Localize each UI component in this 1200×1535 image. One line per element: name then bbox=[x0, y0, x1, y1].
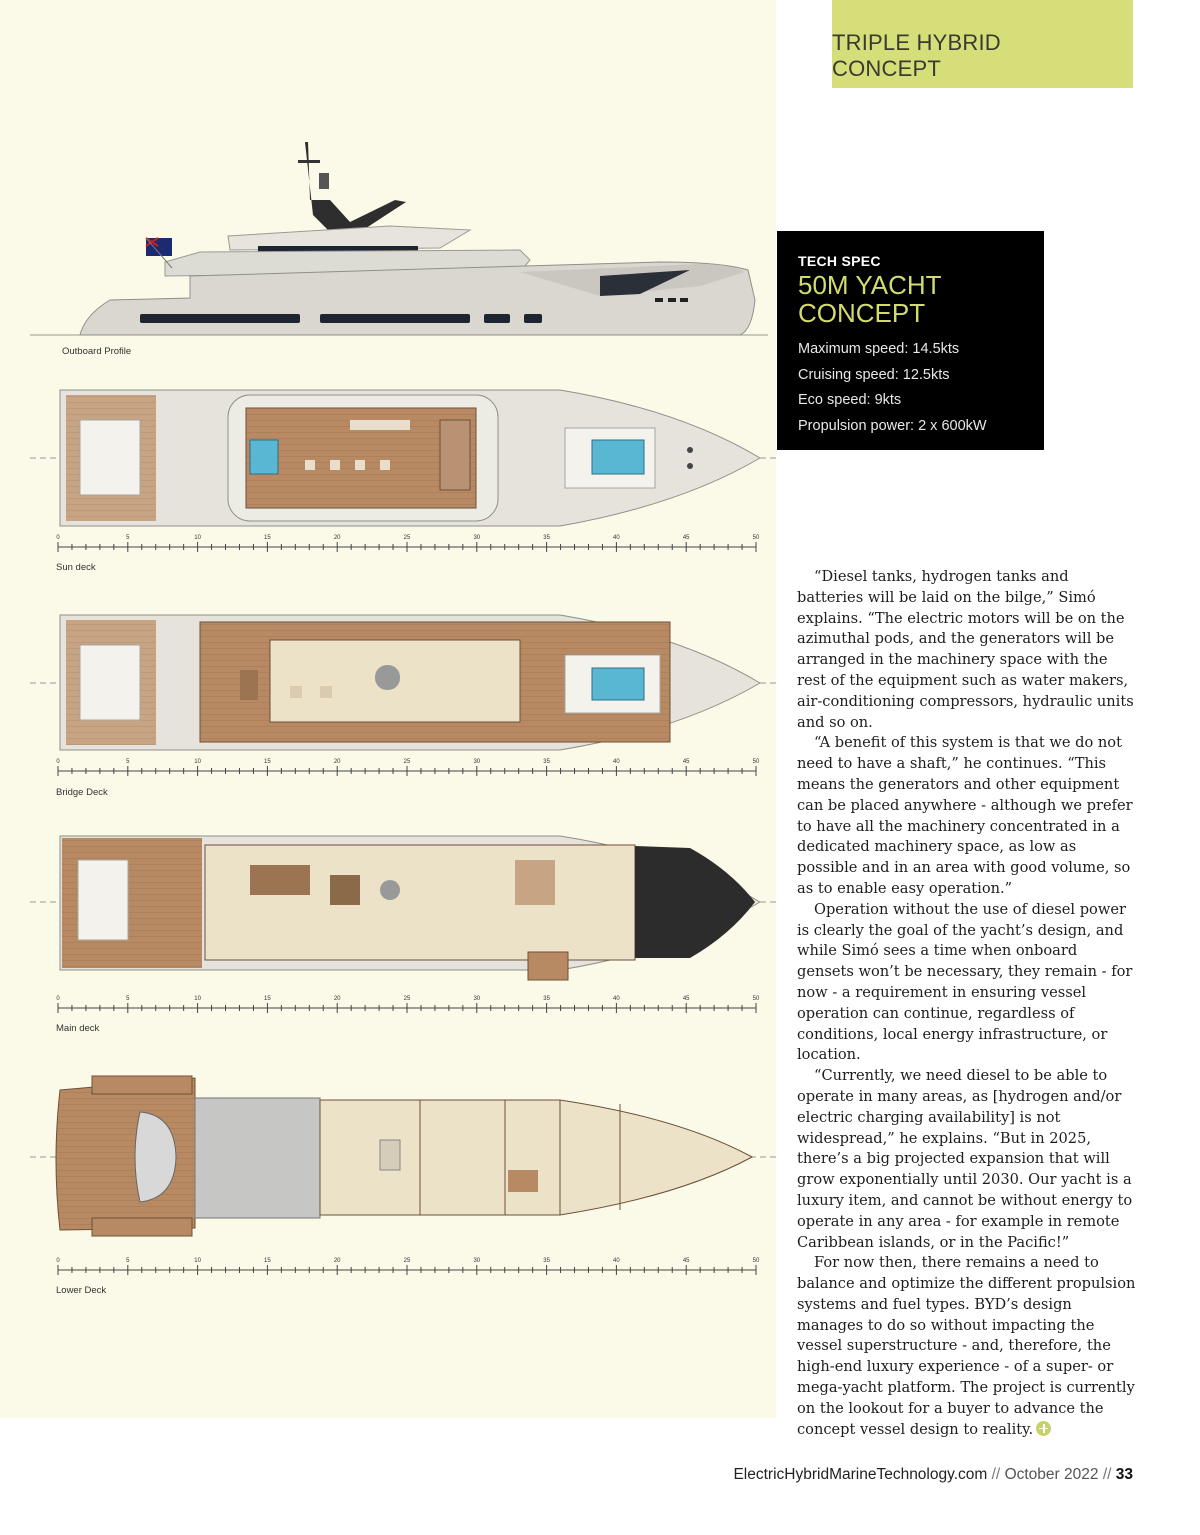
scale-tick-label: 25 bbox=[403, 996, 411, 1002]
scale-tick-label: 15 bbox=[264, 759, 271, 765]
tech-spec-title-line: CONCEPT bbox=[798, 298, 926, 328]
bridge-deck-label: Bridge Deck bbox=[56, 787, 108, 798]
page-number: 33 bbox=[1115, 1466, 1133, 1483]
tech-spec-box bbox=[777, 231, 1044, 450]
scale-tick-label: 20 bbox=[333, 1258, 341, 1264]
scale-tick-label: 10 bbox=[194, 535, 201, 541]
scale-tick-label: 35 bbox=[543, 996, 550, 1002]
scale-tick-label: 0 bbox=[56, 1258, 60, 1264]
scale-tick-label: 25 bbox=[403, 535, 411, 541]
spec-cruising-speed: Cruising speed: 12.5kts bbox=[798, 366, 950, 383]
scale-tick-label: 50 bbox=[752, 535, 760, 541]
scale-tick-label: 45 bbox=[682, 996, 690, 1002]
article-paragraph: “Diesel tanks, hydrogen tanks and batteries will be laid on the bilge,” Simó explains. “The electric motors will be on the azimuthal pods, and the generators will be arranged in the machinery space with the rest of the equipment such as water makers, air-conditioning compressors, hydraulic units and so on. bbox=[797, 568, 1134, 731]
main-deck-scale bbox=[56, 1008, 756, 1034]
footer-date: October 2022 bbox=[1004, 1466, 1099, 1483]
spec-eco-speed: Eco speed: 9kts bbox=[798, 392, 902, 408]
scale-tick-label: 50 bbox=[752, 1258, 760, 1264]
scale-tick-label: 45 bbox=[682, 759, 690, 765]
sun-deck-plan bbox=[30, 390, 776, 526]
scale-tick-label: 15 bbox=[264, 996, 271, 1002]
scale-tick-label: 40 bbox=[613, 996, 620, 1002]
sun-deck-scale bbox=[56, 547, 756, 573]
bridge-deck-scale bbox=[56, 771, 756, 798]
article-paragraph: Operation without the use of diesel power is clearly the goal of the yacht’s design, and while Simó sees a time when onboard gensets won’t be necessary, they remain - for now - a requirement in ensuring vessel operation can continue, regardless of conditions, local energy infrastructure, or location. bbox=[797, 900, 1133, 1064]
scale-tick-label: 15 bbox=[264, 535, 271, 541]
scale-tick-label: 35 bbox=[543, 1258, 550, 1264]
scale-tick-label: 25 bbox=[403, 1258, 411, 1264]
scale-tick-label: 40 bbox=[613, 535, 620, 541]
spec-max-speed: Maximum speed: 14.5kts bbox=[798, 341, 960, 357]
spec-propulsion-power: Propulsion power: 2 x 600kW bbox=[798, 417, 987, 434]
tech-spec-eyebrow: TECH SPEC bbox=[798, 253, 881, 269]
scale-tick-label: 50 bbox=[752, 759, 760, 765]
scale-tick-label: 40 bbox=[613, 1258, 620, 1264]
scale-tick-label: 0 bbox=[56, 996, 60, 1002]
article-paragraph: “A benefit of this system is that we do not need to have a shaft,” he continues. “This means the generators and other equipment can be placed anywhere - although we prefer to have all the machinery concentrated in a dedicated machinery space, as low as possible and in an area with good volume, so as to enable easy operation.” bbox=[797, 734, 1133, 897]
article-paragraph-last bbox=[797, 1253, 1137, 1440]
scale-tick-label: 45 bbox=[682, 1258, 690, 1264]
article-paragraph-text: For now then, there remains a need to balance and optimize the different propulsion systems and fuel types. BYD’s design manages to do so without impacting the vessel superstructure - and, therefore, the high-end luxury experience - of a super- or mega-yacht platform. The project is currently on the lookout for a buyer to advance the concept vessel design to reality. bbox=[797, 1254, 1136, 1438]
section-tab-label: TRIPLE HYBRID CONCEPT bbox=[832, 30, 1001, 81]
scale-tick-label: 5 bbox=[126, 759, 130, 765]
scale-tick-label: 30 bbox=[473, 759, 481, 765]
scale-tick-label: 10 bbox=[194, 996, 201, 1002]
scale-tick-label: 35 bbox=[543, 759, 550, 765]
lower-deck-plan bbox=[30, 1076, 776, 1236]
scale-tick-label: 5 bbox=[126, 996, 130, 1002]
scale-tick-label: 30 bbox=[473, 535, 481, 541]
scale-tick-label: 20 bbox=[333, 759, 341, 765]
footer-site: ElectricHybridMarineTechnology.com bbox=[733, 1466, 988, 1483]
scale-tick-label: 5 bbox=[126, 1258, 130, 1264]
scale-tick-label: 20 bbox=[333, 996, 341, 1002]
scale-tick-label: 30 bbox=[473, 996, 481, 1002]
scale-tick-label: 15 bbox=[264, 1258, 271, 1264]
scale-tick-label: 25 bbox=[403, 759, 411, 765]
lower-deck-label: Lower Deck bbox=[56, 1285, 107, 1296]
outboard-profile-label: Outboard Profile bbox=[62, 346, 132, 357]
tech-spec-title-line: 50M YACHT bbox=[798, 270, 942, 300]
end-of-article-icon bbox=[1036, 1421, 1051, 1436]
main-deck-plan bbox=[30, 836, 776, 980]
lower-deck-scale bbox=[56, 1270, 756, 1296]
scale-tick-label: 10 bbox=[194, 759, 201, 765]
footer-separator: // bbox=[991, 1466, 1001, 1483]
scale-tick-label: 10 bbox=[194, 1258, 201, 1264]
scale-tick-label: 20 bbox=[333, 535, 341, 541]
scale-tick-label: 30 bbox=[473, 1258, 481, 1264]
sun-deck-label: Sun deck bbox=[56, 562, 96, 573]
scale-tick-label: 50 bbox=[752, 996, 760, 1002]
footer-separator: // bbox=[1102, 1466, 1112, 1483]
scale-tick-label: 0 bbox=[56, 759, 60, 765]
main-deck-label: Main deck bbox=[56, 1023, 100, 1034]
section-tab bbox=[832, 0, 1133, 88]
scale-tick-label: 5 bbox=[126, 535, 130, 541]
article-body bbox=[797, 567, 1137, 1440]
scale-tick-label: 40 bbox=[613, 759, 620, 765]
scale-tick-label: 35 bbox=[543, 535, 550, 541]
page-footer bbox=[733, 1466, 1133, 1484]
scale-tick-label: 45 bbox=[682, 535, 690, 541]
scale-tick-label: 0 bbox=[56, 535, 60, 541]
article-paragraph: “Currently, we need diesel to be able to operate in many areas, as [hydrogen and/or electric charging availability] is not widespread,” he explains. “But in 2025, there’s a big projected expansion that will grow exponentially until 2030. Our yacht is a luxury item, and cannot be without energy to operate in any area - for example in remote Caribbean islands, or in the Pacific!” bbox=[797, 1067, 1133, 1251]
outboard-profile bbox=[30, 142, 768, 357]
bridge-deck-plan bbox=[30, 615, 776, 750]
tech-spec-title bbox=[798, 271, 1024, 327]
